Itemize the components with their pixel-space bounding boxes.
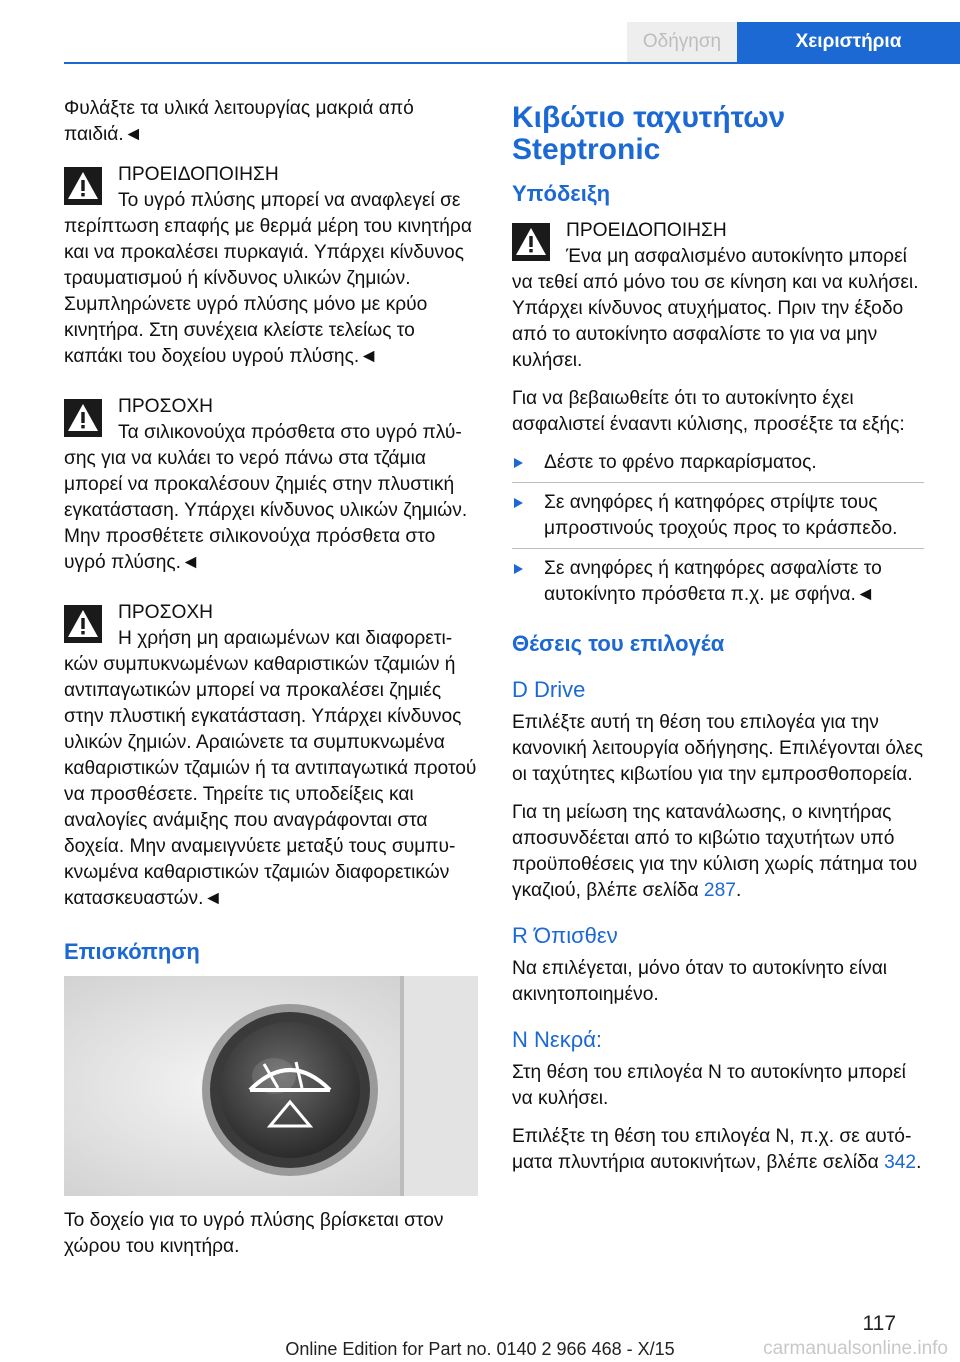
- list-item-text: Δέστε το φρένο παρκαρίσματος.: [544, 452, 817, 473]
- caution-text: Τα σιλικονούχα πρόσθετα στο υγρό πλύσης για να κυλάει το νερό πάνω στα τζάμια μπορεί να προκαλέσουν ζημιές στην πλυστική εγκατάσταση. Υπάρχει κίνδυνος υλικών ζημιών. Μην προσθέτετε σιλικονούχα πρόσθετα στο υγρό πλύσης.◄: [64, 422, 468, 573]
- bullet-triangle-icon: [514, 498, 523, 508]
- neutral-text-2-body: Επιλέξτε τη θέση του επιλογέα N, π.χ. σε αυτόματα πλυντήρια αυτοκινήτων, βλέπε σελίδα: [512, 1126, 912, 1173]
- page-link-287[interactable]: 287: [703, 880, 736, 901]
- caution-block: [64, 394, 478, 576]
- list-item-text: Σε ανηφόρες ή κατηφόρες στρίψτε τους μπροστινούς τροχούς προς το κράσπεδο.: [544, 492, 898, 539]
- list-item: [512, 490, 924, 542]
- neutral-text: Στη θέση του επιλογέα N το αυτοκίνητο μπορεί να κυλήσει.: [512, 1062, 906, 1109]
- left-column: [64, 96, 478, 1272]
- caution-text: Η χρήση μη αραιωμένων και διαφορετικών συμπυκνωμένων καθαριστικών τζαμιών ή αντιπαγωτικών μπορεί να προκαλέσει ζημιές στην πλυστική εγκατάσταση. Υπάρχει κίνδυνος υλικών ζημιών. Αραιώνετε τα συμπυκνωμένα καθαριστικών τζαμιών ή τα αντιπαγωτικά προτού να προσθέσετε. Τηρείτε τις υποδείξεις και αναλογίες ανάμιξης που αναγράφονται στα δοχεία. Μην αναμειγνύετε μεταξύ τους συμπυκνωμένα καθαριστικών τζαμιών διαφορετικών κατασκευαστών.◄: [64, 628, 477, 909]
- positions-heading: Θέσεις του επιλογέα: [512, 631, 725, 656]
- warning-triangle-icon: [64, 605, 102, 643]
- intro-text: Φυλάξτε τα υλικά λειτουργίας μακριά από παιδιά.◄: [64, 98, 414, 145]
- secure-intro: Για να βεβαιωθείτε ότι το αυτοκίνητο έχει ασφαλιστεί ένααντι κύλισης, προσέξτε τα εξής:: [512, 388, 905, 435]
- page-link-342[interactable]: 342: [884, 1152, 917, 1173]
- watermark: carmanualsonline.info: [763, 1338, 948, 1359]
- warning-block: [64, 162, 478, 370]
- caution-title: ΠΡΟΣΟΧΗ: [118, 396, 214, 417]
- list-item: [512, 556, 924, 608]
- header-tabs: [627, 22, 960, 62]
- warning-title: ΠΡΟΕΙΔΟΠΟΙΗΣΗ: [118, 164, 279, 185]
- page-number: 117: [862, 1312, 896, 1335]
- neutral-text-2-end: .: [916, 1152, 922, 1173]
- overview-heading: Επισκόπηση: [64, 939, 200, 964]
- header-rule: [64, 62, 960, 64]
- edition-footer: Online Edition for Part no. 0140 2 966 468 - X/15: [285, 1339, 675, 1359]
- washer-reservoir-cap-photo: [64, 976, 478, 1196]
- right-column: [512, 96, 924, 1188]
- warning-block: [512, 218, 924, 374]
- warning-triangle-icon: [64, 167, 102, 205]
- list-divider: [512, 482, 924, 483]
- section-title: Κιβώτιο ταχυτήτων Steptronic: [512, 101, 786, 166]
- warning-title: ΠΡΟΕΙΔΟΠΟΙΗΣΗ: [566, 220, 727, 241]
- caution-title: ΠΡΟΣΟΧΗ: [118, 602, 214, 623]
- warning-triangle-icon: [64, 399, 102, 437]
- warning-triangle-icon: [512, 223, 550, 261]
- drive-text-2-end: .: [735, 880, 742, 901]
- tab-driving[interactable]: Οδήγηση: [627, 22, 737, 62]
- list-item: [512, 450, 924, 476]
- secure-steps-list: [512, 450, 924, 608]
- warning-text: Το υγρό πλύσης μπορεί να αναφλεγεί σε περίπτωση επαφής με θερμά μέρη του κινητήρα και να προκαλέσει πυρκαγιά. Υπάρχει κίνδυνος τραυματισμού ή κίνδυνος υλικών ζημιών. Συμπληρώνετε υγρό πλύσης μόνο με κρύο κινητήρα. Στη συνέχεια κλείστε τελείως το καπάκι του δοχείου υγρού πλύσης.◄: [64, 190, 472, 367]
- tab-controls[interactable]: Χειριστήρια: [737, 22, 960, 62]
- warning-text: Ένα μη ασφαλισμένο αυτοκίνητο μπορεί να τεθεί από μόνο του σε κίνηση και να κυλήσει. Υπάρχει κίνδυνος ατυχήματος. Πριν την έξοδο από το αυτοκίνητο ασφαλίστε το για να μην κυλήσει.: [512, 246, 919, 371]
- bullet-triangle-icon: [514, 458, 523, 468]
- caution-block: [64, 600, 478, 912]
- reverse-heading: R Όπισθεν: [512, 923, 618, 948]
- drive-heading: D Drive: [512, 677, 586, 702]
- drive-text: Επιλέξτε αυτή τη θέση του επιλογέα για την κανονική λειτουργία οδήγησης. Επιλέγονται όλες οι ταχύτητες κιβωτίου για την εμπροσθοπορεία.: [512, 712, 923, 785]
- list-divider: [512, 548, 924, 549]
- note-heading: Υπόδειξη: [512, 181, 611, 206]
- bullet-triangle-icon: [514, 564, 523, 574]
- neutral-heading: N Νεκρά:: [512, 1027, 603, 1052]
- drive-text-2-body: Για τη μείωση της κατανάλωσης, ο κινητήρας αποσυνδέεται από το κιβώτιο ταχυτήτων υπό προϋποθέσεις για την κύλιση χωρίς πάτημα του γκαζιού, βλέπε σελίδα: [512, 802, 918, 901]
- list-item-text: Σε ανηφόρες ή κατηφόρες ασφαλίστε το αυτοκίνητο πρόσθετα π.χ. με σφήνα.◄: [544, 558, 882, 605]
- drive-text-2: [512, 800, 924, 904]
- photo-caption: Το δοχείο για το υγρό πλύσης βρίσκεται στον χώρου του κινητήρα.: [64, 1210, 444, 1257]
- neutral-text-2: [512, 1124, 924, 1176]
- reverse-text: Να επιλέγεται, μόνο όταν το αυτοκίνητο είναι ακινητοποιημένο.: [512, 958, 888, 1005]
